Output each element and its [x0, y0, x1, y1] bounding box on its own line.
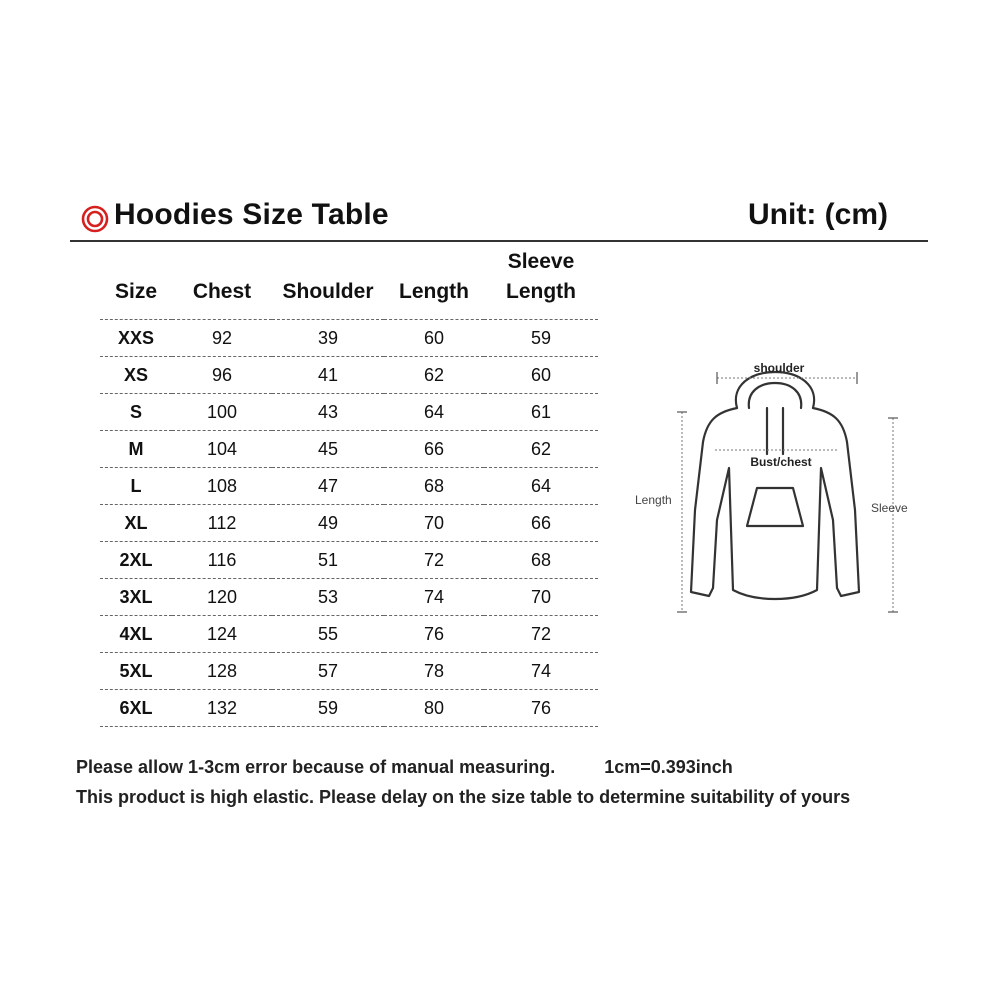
- measurement-cell: 66: [484, 505, 598, 542]
- measurement-cell: 72: [384, 542, 484, 579]
- chest-label: Bust/chest: [750, 455, 812, 469]
- table-row: [100, 616, 598, 653]
- page-title: Hoodies Size Table: [114, 198, 389, 231]
- table-header-row: [100, 247, 598, 320]
- column-header: Length: [384, 247, 484, 320]
- measurement-cell: 74: [484, 653, 598, 690]
- size-cell: 4XL: [100, 616, 172, 653]
- measurement-cell: 76: [484, 690, 598, 727]
- table-row: [100, 542, 598, 579]
- table-row: [100, 394, 598, 431]
- measurement-cell: 70: [384, 505, 484, 542]
- measurement-cell: 39: [272, 320, 384, 357]
- notes: [76, 752, 956, 812]
- measurement-cell: 112: [172, 505, 272, 542]
- table-row: [100, 505, 598, 542]
- measurement-cell: 104: [172, 431, 272, 468]
- measurement-cell: 59: [484, 320, 598, 357]
- pocket-outline: [747, 488, 803, 526]
- size-cell: 5XL: [100, 653, 172, 690]
- size-cell: 3XL: [100, 579, 172, 616]
- hood-outline: [736, 372, 814, 408]
- body-outline: [691, 408, 859, 599]
- column-header: Sleeve Length: [484, 247, 598, 320]
- column-header: Size: [100, 247, 172, 320]
- note-line-1: [76, 752, 956, 782]
- shoulder-label: shoulder: [753, 361, 805, 375]
- measurement-cell: 64: [384, 394, 484, 431]
- measurement-cell: 60: [384, 320, 484, 357]
- size-table: [100, 247, 598, 727]
- table-row: [100, 468, 598, 505]
- measurement-cell: 47: [272, 468, 384, 505]
- hood-inner: [749, 383, 801, 408]
- table-body: [100, 320, 598, 727]
- measurement-cell: 116: [172, 542, 272, 579]
- length-label: Length: [635, 493, 672, 507]
- measurement-cell: 57: [272, 653, 384, 690]
- measurement-cell: 60: [484, 357, 598, 394]
- measurement-cell: 124: [172, 616, 272, 653]
- measurement-cell: 62: [484, 431, 598, 468]
- size-cell: S: [100, 394, 172, 431]
- note-line-2: This product is high elastic. Please delay on the size table to determine suitability of yours: [76, 787, 851, 807]
- measurement-cell: 92: [172, 320, 272, 357]
- header-divider: [70, 240, 928, 242]
- size-cell: M: [100, 431, 172, 468]
- table-row: [100, 320, 598, 357]
- hoodie-measurement-diagram: [625, 350, 925, 630]
- measurement-cell: 68: [384, 468, 484, 505]
- table-row: [100, 653, 598, 690]
- size-cell: 2XL: [100, 542, 172, 579]
- measurement-cell: 128: [172, 653, 272, 690]
- size-cell: XXS: [100, 320, 172, 357]
- unit-label: Unit: (cm): [748, 198, 888, 231]
- measurement-cell: 72: [484, 616, 598, 653]
- measurement-cell: 49: [272, 505, 384, 542]
- column-header: Chest: [172, 247, 272, 320]
- table-row: [100, 579, 598, 616]
- measuring-error-note: Please allow 1-3cm error because of manual measuring.: [76, 757, 556, 777]
- target-logo-icon: [80, 204, 110, 234]
- measurement-cell: 66: [384, 431, 484, 468]
- measurement-cell: 64: [484, 468, 598, 505]
- measurement-cell: 96: [172, 357, 272, 394]
- measurement-cell: 43: [272, 394, 384, 431]
- measurement-cell: 55: [272, 616, 384, 653]
- header: [80, 198, 928, 242]
- measurement-cell: 41: [272, 357, 384, 394]
- measurement-cell: 45: [272, 431, 384, 468]
- table-row: [100, 690, 598, 727]
- measurement-cell: 100: [172, 394, 272, 431]
- measurement-cell: 80: [384, 690, 484, 727]
- measurement-cell: 59: [272, 690, 384, 727]
- measurement-cell: 74: [384, 579, 484, 616]
- measurement-cell: 70: [484, 579, 598, 616]
- measurement-cell: 78: [384, 653, 484, 690]
- size-cell: L: [100, 468, 172, 505]
- unit-conversion: 1cm=0.393inch: [604, 757, 733, 777]
- measurement-cell: 51: [272, 542, 384, 579]
- measurement-cell: 108: [172, 468, 272, 505]
- size-cell: XL: [100, 505, 172, 542]
- measurement-cell: 61: [484, 394, 598, 431]
- table-row: [100, 357, 598, 394]
- measurement-cell: 68: [484, 542, 598, 579]
- measurement-cell: 62: [384, 357, 484, 394]
- measurement-cell: 120: [172, 579, 272, 616]
- measurement-cell: 76: [384, 616, 484, 653]
- table-row: [100, 431, 598, 468]
- measurement-cell: 132: [172, 690, 272, 727]
- size-cell: 6XL: [100, 690, 172, 727]
- sleeve-label: Sleeve: [871, 501, 908, 515]
- size-cell: XS: [100, 357, 172, 394]
- column-header: Shoulder: [272, 247, 384, 320]
- measurement-cell: 53: [272, 579, 384, 616]
